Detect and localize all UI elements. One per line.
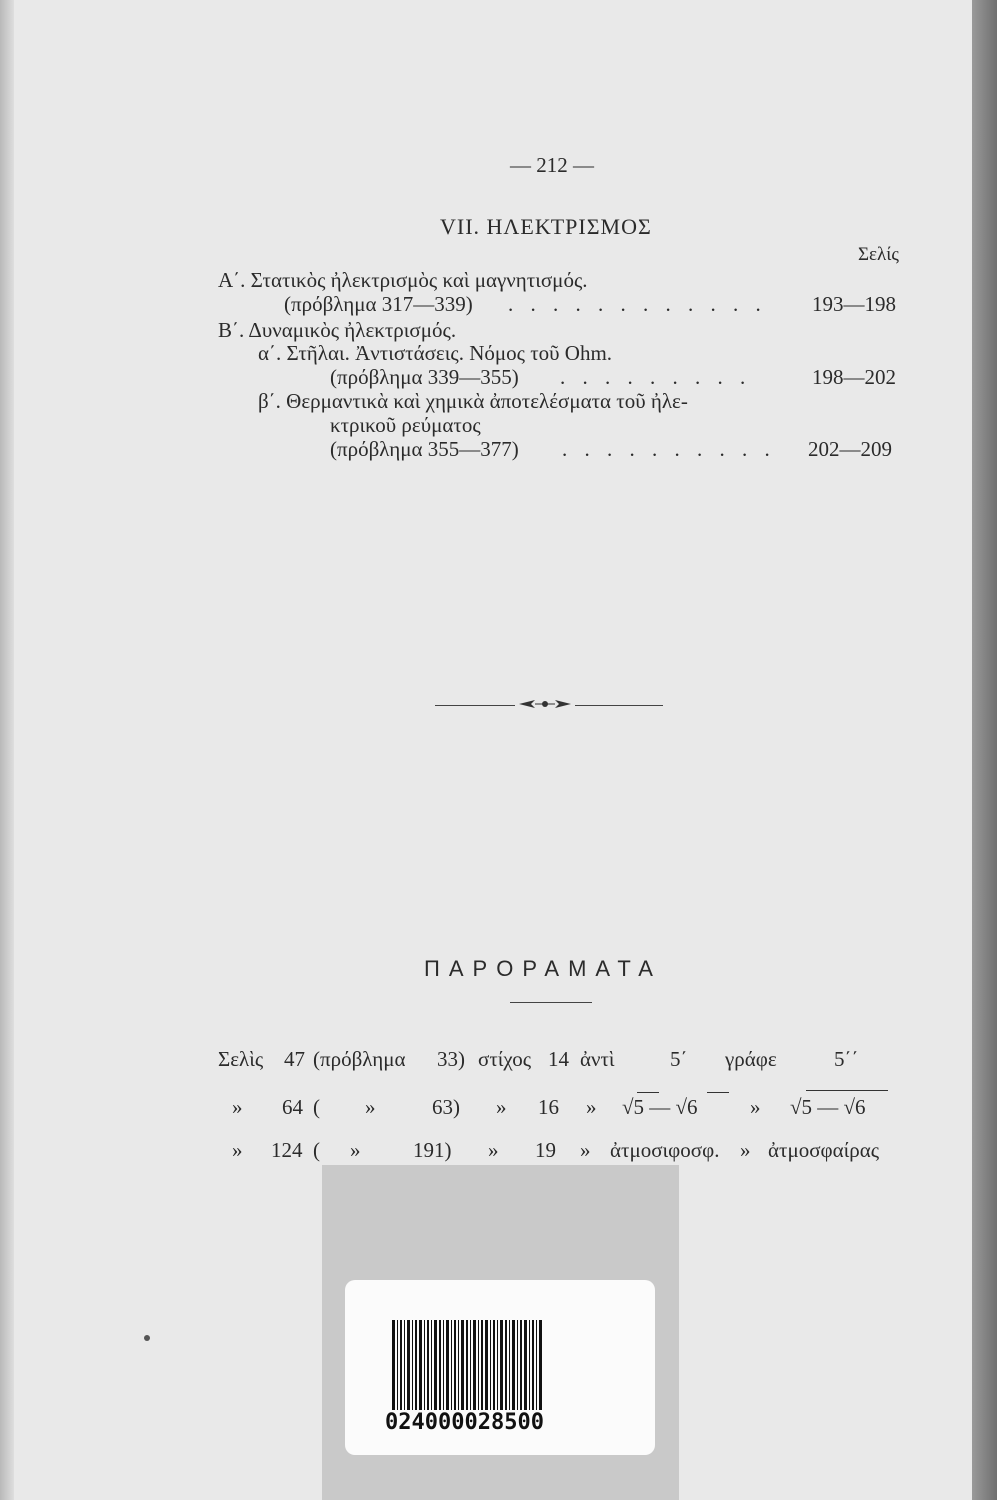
page-number: — 212 — — [510, 153, 594, 177]
errata-cell: » — [586, 1095, 597, 1119]
errata-cell: 64 — [282, 1095, 303, 1119]
errata-cell: 16 — [538, 1095, 559, 1119]
errata-cell: ἀτμοσφαίρας — [768, 1138, 880, 1162]
section-title: VII. ΗΛΕΚΤΡΙΣΜΟΣ — [440, 214, 652, 239]
toc-entry-b-beta-range: (πρόβλημα 355—377) — [330, 437, 519, 461]
barcode-number: 024000028500 — [385, 1410, 544, 1435]
toc-entry-b: Β΄. Δυναμικὸς ἠλεκτρισμός. — [218, 318, 457, 342]
errata-cell: 14 — [548, 1047, 569, 1071]
errata-cell: 63) — [432, 1095, 460, 1119]
toc-leader-dots: . . . . . . . . . — [560, 365, 752, 389]
toc-entry-a: Α΄. Στατικὸς ἠλεκτρισμὸς καὶ μαγνητισμός. — [218, 268, 588, 292]
errata-cell: ἀτμοσιφοσφ. — [610, 1138, 720, 1162]
errata-cell: √5 — √6 — [622, 1095, 698, 1119]
errata-cell: » — [350, 1138, 361, 1162]
errata-cell: 191) — [413, 1138, 452, 1162]
errata-cell: 124 — [271, 1138, 303, 1162]
toc-entry-b-alpha: α΄. Στῆλαι. Ἀντιστάσεις. Νόμος τοῦ Ohm. — [258, 341, 613, 365]
page-edge — [0, 0, 14, 1500]
ornament-icon — [515, 698, 575, 710]
toc-entry-a-range: (πρόβλημα 317—339) — [284, 292, 473, 316]
errata-cell: στίχος — [478, 1047, 532, 1071]
barcode-icon — [392, 1320, 542, 1410]
errata-cell: 33) — [437, 1047, 465, 1071]
sqrt-bar — [806, 1090, 888, 1091]
toc-entry-b-beta-cont: κτρικοῦ ρεύματος — [330, 413, 481, 437]
errata-cell: 19 — [535, 1138, 556, 1162]
errata-cell: ( — [313, 1138, 320, 1162]
errata-cell: » — [496, 1095, 507, 1119]
sqrt-bar — [637, 1092, 659, 1093]
errata-cell: » — [232, 1138, 243, 1162]
toc-leader-dots: . . . . . . . . . . . . — [508, 292, 767, 316]
toc-entry-b-beta: β΄. Θερμαντικὰ καὶ χημικὰ ἀποτελέσματα τοῦ ἠλε- — [258, 389, 688, 413]
toc-entry-b-alpha-range: (πρόβλημα 339—355) — [330, 365, 519, 389]
errata-title: ΠΑΡΟΡΑΜΑΤΑ — [424, 956, 662, 981]
errata-rule — [510, 1002, 592, 1003]
pages-header: Σελίς — [858, 244, 899, 265]
paper-speck — [144, 1335, 150, 1341]
page-shadow — [972, 0, 997, 1500]
errata-cell: » — [488, 1138, 499, 1162]
errata-cell: √5 — √6 — [790, 1095, 866, 1119]
toc-pages: 193—198 — [812, 292, 896, 316]
errata-cell: ( — [313, 1095, 320, 1119]
sqrt-bar — [707, 1092, 729, 1093]
errata-cell: » — [580, 1138, 591, 1162]
errata-cell: » — [750, 1095, 761, 1119]
errata-cell: ἀντὶ — [580, 1047, 615, 1071]
errata-cell: » — [365, 1095, 376, 1119]
errata-cell: (πρόβλημα — [313, 1047, 406, 1071]
errata-cell: » — [232, 1095, 243, 1119]
errata-cell: γράφε — [725, 1047, 777, 1071]
errata-cell: 47 — [284, 1047, 305, 1071]
errata-cell: » — [740, 1138, 751, 1162]
errata-cell: Σελὶς — [218, 1047, 264, 1071]
toc-pages: 202—209 — [808, 437, 892, 461]
errata-cell: 5΄΄ — [834, 1047, 859, 1071]
toc-leader-dots: . . . . . . . . . . — [562, 437, 776, 461]
toc-pages: 198—202 — [812, 365, 896, 389]
errata-cell: 5΄ — [670, 1047, 688, 1071]
